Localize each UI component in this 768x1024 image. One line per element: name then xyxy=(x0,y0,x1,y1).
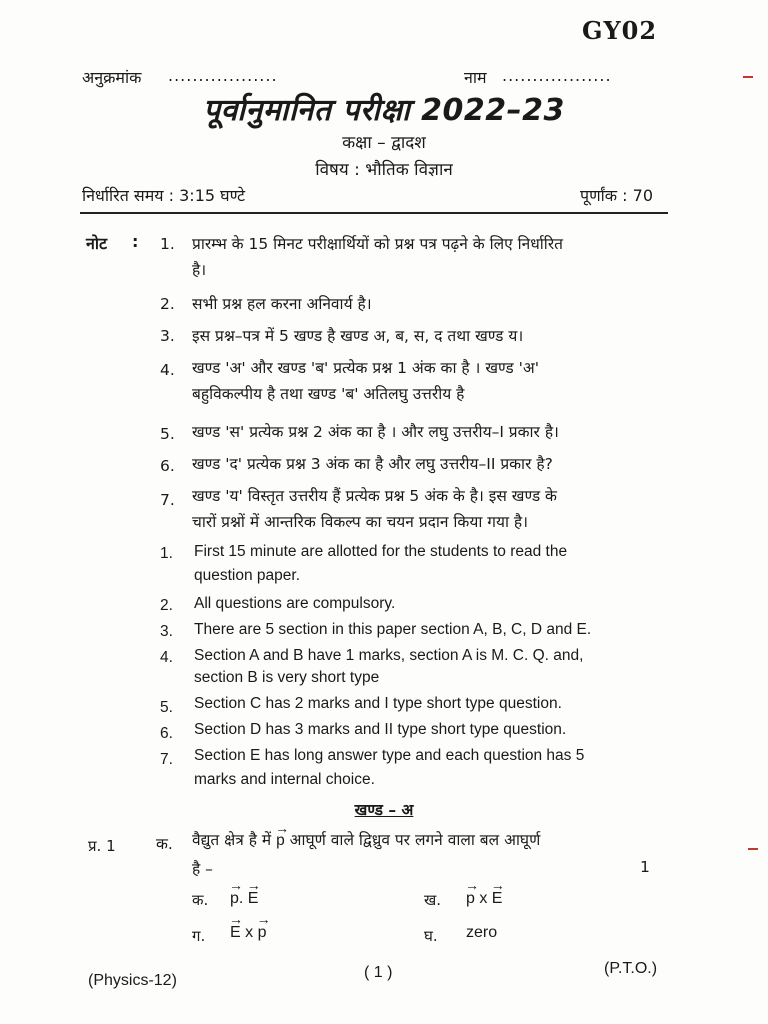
hindi-note-num: 4. xyxy=(160,361,175,379)
hindi-note-num: 2. xyxy=(160,295,175,313)
english-note-num: 2. xyxy=(160,597,173,614)
vector-p: → p xyxy=(276,827,285,855)
subject-line: विषय : भौतिक विज्ञान xyxy=(315,160,453,180)
hindi-note-text-cont: चारों प्रश्नों में आन्तरिक विकल्प का चयन प्रदान किया गया है। xyxy=(192,513,529,531)
operator: . xyxy=(238,890,248,907)
hindi-note-text: खण्ड 'द' प्रत्येक प्रश्न 3 अंक का है और लघु उत्तरीय–II प्रकार है? xyxy=(192,455,553,473)
hindi-note-text: खण्ड 'य' विस्तृत उत्तरीय हैं प्रत्येक प्रश्न 5 अंक के है। इस खण्ड के xyxy=(192,487,557,505)
roll-number-blank: .................. xyxy=(168,66,278,85)
footer-subject: (Physics-12) xyxy=(88,972,177,989)
english-note-num: 7. xyxy=(160,751,173,768)
english-note-text: Section C has 2 marks and I type short type question. xyxy=(194,695,562,712)
vector-a: → E xyxy=(230,924,241,942)
hindi-note-text-cont: है। xyxy=(192,261,207,279)
hindi-note-num: 7. xyxy=(160,491,175,509)
roll-number-label: अनुक्रमांक xyxy=(82,68,142,87)
operator: x xyxy=(474,890,492,907)
note-label: नोट xyxy=(86,234,108,253)
header-divider xyxy=(80,212,668,214)
option-value xyxy=(230,890,258,908)
name-label: नाम xyxy=(464,68,487,87)
hindi-note-text: खण्ड 'स' प्रत्येक प्रश्न 2 अंक का है । और लघु उत्तरीय–I प्रकार है। xyxy=(192,423,559,441)
option-label: घ. xyxy=(424,927,438,945)
option-value: zero xyxy=(466,924,498,941)
time-allowed: निर्धारित समय : 3:15 घण्टे xyxy=(82,186,246,205)
hindi-note-num: 6. xyxy=(160,457,175,475)
hindi-note-text: प्रारम्भ के 15 मिनट परीक्षार्थियों को प्रश्न पत्र पढ़ने के लिए निर्धारित xyxy=(192,235,563,253)
english-note-num: 3. xyxy=(160,623,173,640)
option-value xyxy=(230,924,266,942)
hindi-note-text: सभी प्रश्न हल करना अनिवार्य है। xyxy=(192,295,372,313)
hindi-note-num: 5. xyxy=(160,425,175,443)
hindi-note-text-cont: बहुविकल्पीय है तथा खण्ड 'ब' अतिलघु उत्तरीय है xyxy=(192,385,465,403)
hindi-note-text: खण्ड 'अ' और खण्ड 'ब' प्रत्येक प्रश्न 1 अंक का है । खण्ड 'अ' xyxy=(192,359,539,377)
question-number: प्र. 1 xyxy=(88,837,116,855)
page-number: ( 1 ) xyxy=(364,964,393,981)
note-colon: : xyxy=(132,232,139,251)
red-edge-mark xyxy=(743,76,753,78)
english-note-text: All questions are compulsory. xyxy=(194,595,396,612)
english-note-text-cont: marks and internal choice. xyxy=(194,771,375,788)
red-edge-mark xyxy=(748,848,758,850)
option-value xyxy=(466,890,502,908)
english-note-text-cont: section B is very short type xyxy=(194,669,380,686)
pto-label: (P.T.O.) xyxy=(604,960,658,977)
english-note-num: 1. xyxy=(160,545,173,562)
vector-a: → p xyxy=(230,890,239,908)
paper-code: GY02 xyxy=(582,16,658,45)
vector-b: → E xyxy=(492,890,503,908)
english-note-text: Section A and B have 1 marks, section A is M. C. Q. and, xyxy=(194,647,584,664)
hindi-note-num: 3. xyxy=(160,327,175,345)
hindi-note-text: इस प्रश्न–पत्र में 5 खण्ड है खण्ड अ, ब, स, द तथा खण्ड य। xyxy=(192,327,524,345)
english-note-num: 4. xyxy=(160,649,173,666)
english-note-text: Section E has long answer type and each question has 5 xyxy=(194,747,585,764)
operator: x xyxy=(240,924,258,941)
hindi-note-num: 1. xyxy=(160,235,175,253)
vector-a: → p xyxy=(466,890,475,908)
section-title: खण्ड – अ xyxy=(354,801,414,819)
vector-b: → p xyxy=(258,924,267,942)
option-label: ग. xyxy=(192,927,206,945)
english-note-text: Section D has 3 marks and II type short type question. xyxy=(194,721,567,738)
class-line: कक्षा – द्वादश xyxy=(342,133,426,153)
english-note-text: First 15 minute are allotted for the students to read the xyxy=(194,543,568,560)
vector-b: → E xyxy=(248,890,259,908)
question-text-after: आघूर्ण वाले द्विध्रुव पर लगने वाला बल आघूर्ण xyxy=(289,831,541,849)
maximum-marks: पूर्णांक : 70 xyxy=(580,186,654,205)
question-marks: 1 xyxy=(640,858,650,876)
english-note-num: 6. xyxy=(160,725,173,742)
english-note-text-cont: question paper. xyxy=(194,567,301,584)
option-label: ख. xyxy=(424,891,442,909)
question-text xyxy=(192,826,662,883)
english-note-text: There are 5 section in this paper section A, B, C, D and E. xyxy=(194,621,592,638)
option-label: क. xyxy=(192,891,209,909)
name-blank: .................. xyxy=(502,66,612,85)
question-sub-label: क. xyxy=(156,835,173,853)
question-text-line2: है – xyxy=(192,860,213,878)
exam-title: पूर्वानुमानित परीक्षा 2022–23 xyxy=(203,93,565,128)
question-text-before: वैद्युत क्षेत्र है में xyxy=(192,831,272,849)
english-note-num: 5. xyxy=(160,699,173,716)
